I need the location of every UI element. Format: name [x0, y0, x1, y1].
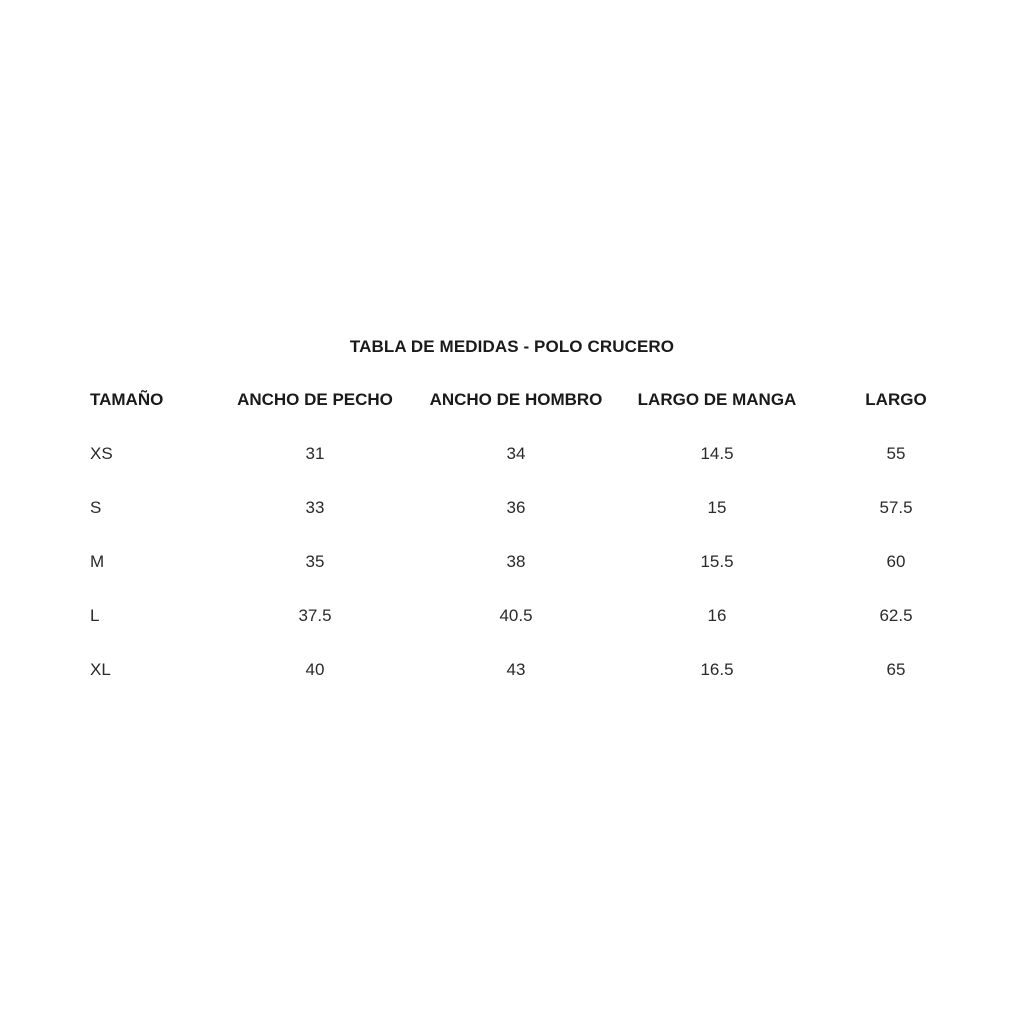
table-cell: 37.5 — [298, 606, 332, 625]
size-cell: L — [90, 606, 100, 625]
table-cell: 55 — [886, 444, 906, 463]
table-cell: 16 — [707, 606, 727, 625]
table-cell: 43 — [506, 660, 526, 679]
size-cell: XS — [90, 444, 113, 463]
size-cell: XL — [90, 660, 111, 679]
document-title: TABLA DE MEDIDAS - POLO CRUCERO — [349, 337, 675, 356]
size-cell: S — [90, 498, 102, 517]
table-cell: 16.5 — [700, 660, 734, 679]
header-ancho-de-hombro: ANCHO DE HOMBRO — [429, 390, 603, 409]
table-cell: 60 — [886, 552, 906, 571]
table-cell: 36 — [506, 498, 526, 517]
table-cell: 34 — [506, 444, 526, 463]
table-cell: 31 — [305, 444, 325, 463]
header-largo: LARGO — [865, 390, 927, 409]
table-cell: 57.5 — [879, 498, 913, 517]
table-cell: 40 — [305, 660, 325, 679]
table-cell: 40.5 — [499, 606, 533, 625]
table-cell: 38 — [506, 552, 526, 571]
table-cell: 65 — [886, 660, 906, 679]
table-row — [40, 589, 980, 643]
header-ancho-de-pecho: ANCHO DE PECHO — [237, 390, 393, 409]
header-largo-de-manga: LARGO DE MANGA — [637, 390, 797, 409]
table-cell: 35 — [305, 552, 325, 571]
table-row — [40, 643, 980, 697]
table-row — [40, 535, 980, 589]
header-tamano: TAMAÑO — [90, 390, 164, 409]
table-row — [40, 481, 980, 535]
size-table — [40, 373, 980, 697]
table-cell: 15.5 — [700, 552, 734, 571]
table-cell: 33 — [305, 498, 325, 517]
size-cell: M — [90, 552, 105, 571]
table-cell: 62.5 — [879, 606, 913, 625]
table-cell: 14.5 — [700, 444, 734, 463]
table-row — [40, 427, 980, 481]
header-row — [40, 373, 980, 427]
table-cell: 15 — [707, 498, 727, 517]
